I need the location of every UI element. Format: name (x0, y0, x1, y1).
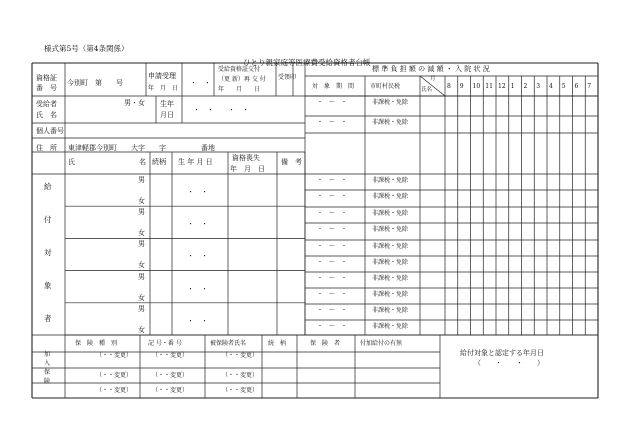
month-2: 2 (523, 83, 528, 90)
ins-change-insured: （・・変更） (222, 372, 259, 379)
benef-birth-date: ・ ・ (187, 252, 208, 261)
approved-date-title: 給付対象と認定する年月日 (460, 349, 544, 357)
period-value: ・ 〜 ・ (317, 99, 348, 106)
ins-change-type: （・・変更） (96, 372, 133, 379)
month-12: 12 (498, 83, 506, 90)
month-10: 10 (472, 83, 481, 90)
ins-change-type: （・・変更） (96, 352, 133, 359)
page-title: ひとり親家庭等医療費受給資格者台帳 (243, 58, 371, 67)
period-value: ・ 〜 ・ (317, 307, 348, 314)
benef-side-char: 給 (44, 182, 52, 191)
tax-value: 非課税・免除 (372, 226, 409, 233)
seal-label: 受領印 (278, 74, 297, 81)
tax-value: 非課税・免除 (372, 243, 409, 250)
app-date-label-2: 年 月 日 (148, 85, 179, 92)
app-date-value: ・ ・ (190, 79, 211, 87)
recipient-label: 受給者 (36, 100, 57, 108)
ins-change-symbol: （・・変更） (152, 387, 189, 394)
benef-male: 男 (138, 176, 145, 184)
ins-side-char: 険 (44, 378, 51, 385)
period-value: ・ 〜 ・ (317, 210, 348, 217)
benef-female: 女 (138, 197, 145, 205)
ins-change-symbol: （・・変更） (152, 372, 189, 379)
ins-insured-header: 被保険者氏名 (210, 340, 247, 347)
month-4: 4 (549, 83, 553, 90)
benef-female: 女 (138, 229, 145, 238)
address-label: 住 所 (36, 144, 57, 152)
benef-female: 女 (138, 261, 145, 270)
period-value: ・ 〜 ・ (317, 226, 348, 233)
tax-value: 非課税・免除 (372, 193, 409, 200)
ins-type-header: 保 険 種 別 (75, 340, 118, 347)
benef-male: 男 (138, 272, 145, 281)
tax-value: 非課税・免除 (372, 307, 409, 314)
period-value: ・ 〜 ・ (317, 243, 348, 250)
benef-female: 女 (138, 325, 145, 334)
app-date-label: 申請受理 (148, 72, 176, 80)
ins-side-char: 入 (44, 360, 51, 367)
tax-value: 非課税・免除 (372, 210, 409, 217)
personal-id-label: 個人番号 (36, 127, 64, 135)
benef-male: 男 (138, 208, 145, 217)
period-value: ・ 〜 ・ (317, 291, 348, 298)
benef-birth-header: 生 年 月 日 (178, 158, 213, 166)
period-value: ・ 〜 ・ (317, 177, 348, 184)
ins-insurer-header: 保 険 者 (310, 340, 341, 347)
birth-label-2: 月日 (160, 111, 174, 119)
month-1: 1 (510, 83, 515, 90)
benef-side-char: 者 (44, 314, 52, 323)
form-id: 様式第5号（第4条関係） (44, 44, 129, 53)
cert-no-label: 資格証 (36, 74, 57, 82)
birth-value: ・ ・ ・ ・ (193, 106, 249, 114)
tax-value: 非課税・免除 (372, 177, 409, 184)
sex-field: 男・女 (124, 99, 145, 107)
town-no-field: 今別町 第 号 (67, 79, 123, 87)
benef-side-char: 象 (44, 281, 52, 290)
tax-value: 非課税・免除 (372, 323, 409, 330)
name-header: 氏名 (421, 87, 433, 93)
period-value: ・ 〜 ・ (317, 119, 348, 126)
ins-side-char: 保 (44, 369, 51, 376)
ins-change-insured: （・・変更） (222, 387, 259, 394)
tax-value: 非課税・免除 (372, 275, 409, 282)
month-11: 11 (485, 83, 493, 90)
period-value: ・ 〜 ・ (317, 323, 348, 330)
grant-label-2: （更 新）再 交 付 (218, 76, 266, 83)
ins-addl-header: 付加給付の有無 (360, 340, 403, 347)
benef-note-header: 備 考 (281, 158, 302, 166)
period-value: ・ 〜 ・ (317, 193, 348, 200)
ins-change-insured: （・・変更） (222, 352, 259, 359)
tax-value: 非課税・免除 (372, 259, 409, 266)
tax-header: 市町村民税 (370, 83, 401, 90)
benef-name-header-2: 名 (139, 158, 146, 166)
benef-male: 男 (138, 240, 145, 249)
benef-birth-date: ・ ・ (187, 316, 208, 325)
benef-birth-date: ・ ・ (187, 284, 208, 293)
tax-value: 非課税・免除 (372, 291, 409, 298)
benef-side-char: 付 (44, 215, 52, 224)
grant-label-3: 年 月 日 (218, 86, 261, 93)
address-value: 東津軽郡今別町 大字 字 番地 (68, 144, 215, 152)
benef-female: 女 (138, 293, 145, 302)
birth-label: 生年 (160, 100, 174, 108)
period-value: ・ 〜 ・ (317, 275, 348, 282)
benef-male: 男 (138, 304, 145, 313)
month-3: 3 (536, 83, 541, 90)
ins-rel-header: 続 柄 (268, 340, 287, 347)
approved-date-value: （ ・ ・ ） (474, 359, 544, 367)
benef-birth-date: ・ ・ (187, 188, 208, 196)
period-value: ・ 〜 ・ (317, 259, 348, 266)
month-8: 8 (447, 83, 451, 90)
std-burden-title: 標 準 負 担 額 の 減 額 ・ 入 院 状 況 (372, 65, 490, 73)
grant-label: 受給資格証交付 (218, 66, 261, 73)
tax-value: 非課税・免除 (372, 119, 409, 126)
ins-change-type: （・・変更） (96, 387, 133, 394)
benef-name-header: 氏 (68, 158, 75, 166)
benef-rel-header: 続柄 (152, 158, 166, 166)
benef-loss-header: 資格喪失 (232, 154, 260, 162)
tax-value: 非課税・免除 (372, 99, 409, 106)
month-header: 月 (430, 76, 436, 82)
cert-no-label-2: 番 号 (36, 84, 57, 92)
ins-side-char: 加 (44, 351, 51, 358)
month-6: 6 (574, 83, 579, 90)
ins-change-symbol: （・・変更） (152, 352, 189, 359)
period-header: 対 象 期 間 (312, 83, 355, 90)
month-5: 5 (561, 83, 566, 90)
ins-symbol-header: 記 号・番 号 (148, 340, 182, 347)
recipient-label-2: 氏 名 (36, 111, 57, 119)
benef-loss-header-2: 年 月 日 (230, 165, 265, 173)
month-7: 7 (587, 83, 592, 90)
month-9: 9 (459, 83, 464, 90)
benef-side-char: 対 (44, 248, 52, 257)
benef-birth-date: ・ ・ (187, 220, 208, 229)
